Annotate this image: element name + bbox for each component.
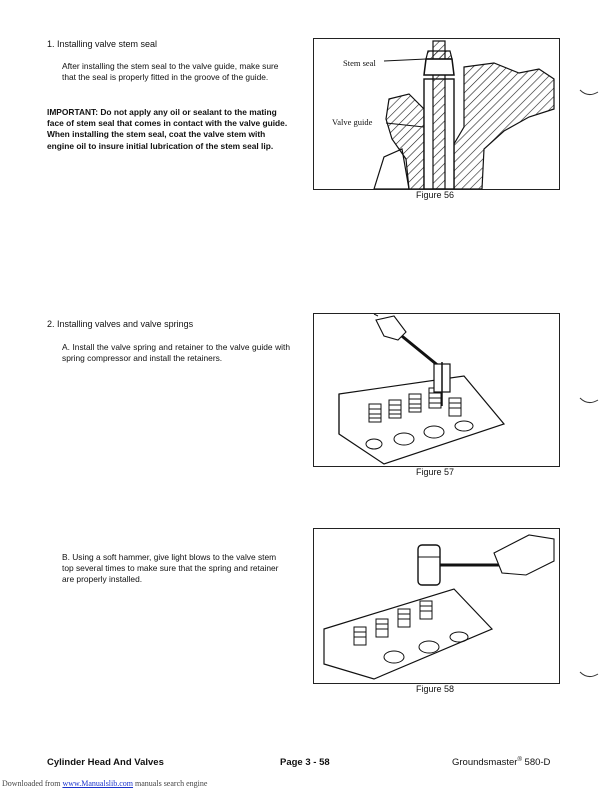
footer-product-name	[452, 757, 550, 768]
figure-58-soft-hammer-illustration	[313, 528, 560, 684]
figure-58-caption: Figure 58	[415, 684, 455, 694]
footer-product-suffix: 580-D	[521, 757, 551, 769]
figure-58-svg	[314, 529, 559, 683]
valve-guide-label: Valve guide	[332, 117, 373, 127]
section1-important-note: IMPORTANT: Do not apply any oil or sealant to the mating face of stem seal that comes in contact with the valve guide. When installing the stem seal, coat the valve stem with engine oil to insure initial lubrication of the stem seal lip.	[47, 107, 288, 151]
figure-56-caption: Figure 56	[415, 190, 455, 200]
section1-heading: 1. Installing valve stem seal	[47, 39, 158, 49]
figure-57-spring-compressor-illustration	[313, 313, 560, 467]
section2-step-a: A. Install the valve spring and retainer to the valve guide with spring compressor and install the retainers.	[62, 342, 290, 364]
download-credit	[2, 779, 207, 788]
footer-product-prefix: Groundsmaster	[452, 757, 518, 769]
section2-step-b: B. Using a soft hammer, give light blows to the valve stem top several times to make sure that the spring and retainer are properly installed.	[62, 552, 279, 585]
section1-body: After installing the stem seal to the valve guide, make sure that the seal is properly fitted in the groove of the guide.	[62, 61, 279, 83]
binder-hole-mark-top	[578, 86, 600, 100]
stem-seal-label: Stem seal	[343, 58, 376, 68]
figure-57-caption: Figure 57	[415, 467, 455, 477]
figure-56-stem-seal-diagram	[313, 38, 560, 190]
footer-registered-mark: ®	[517, 757, 522, 763]
manualslib-link[interactable]: www.Manualslib.com	[62, 779, 134, 788]
binder-hole-mark-middle	[578, 394, 600, 408]
figure-57-svg	[314, 314, 559, 466]
credit-prefix: Downloaded from	[2, 779, 63, 788]
section2-heading: 2. Installing valves and valve springs	[47, 319, 194, 329]
binder-hole-mark-bottom	[578, 668, 600, 682]
footer-page-number: Page 3 - 58	[280, 757, 330, 768]
footer-section-title: Cylinder Head And Valves	[47, 757, 164, 768]
credit-suffix: manuals search engine	[133, 779, 208, 788]
